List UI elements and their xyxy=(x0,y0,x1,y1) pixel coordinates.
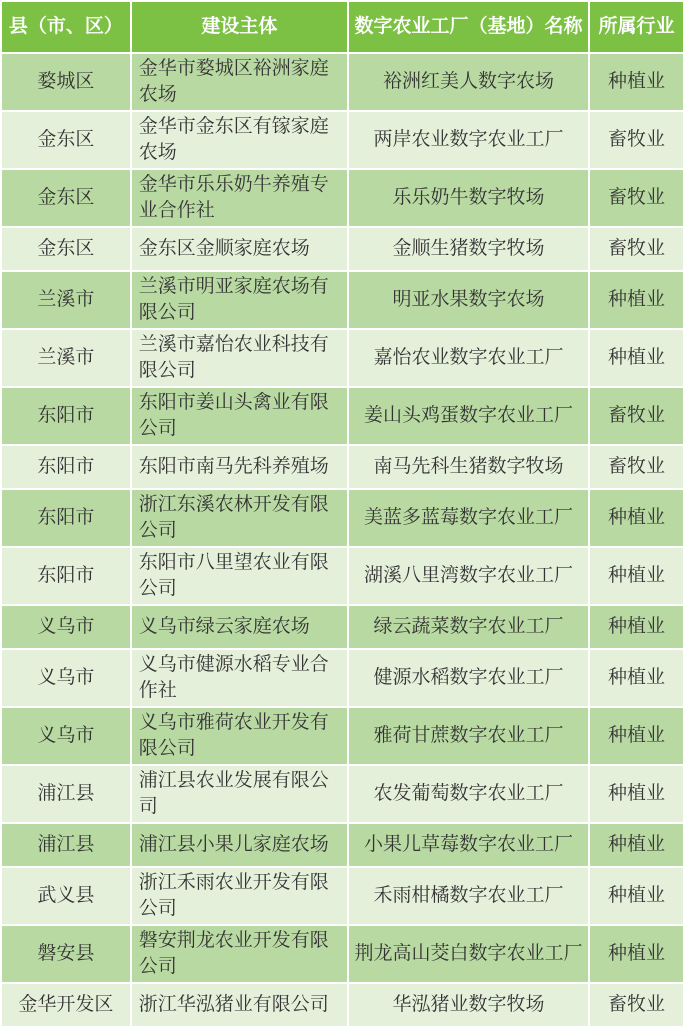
cell-builder: 义乌市绿云家庭农场 xyxy=(131,605,348,649)
cell-district: 金东区 xyxy=(1,169,131,227)
cell-builder: 金华市婺城区裕洲家庭农场 xyxy=(131,53,348,111)
table-row xyxy=(1,983,684,1027)
table-row xyxy=(1,227,684,271)
cell-industry: 种植业 xyxy=(589,707,684,765)
cell-factory: 湖溪八里湾数字农业工厂 xyxy=(348,547,589,605)
cell-district: 磐安县 xyxy=(1,925,131,983)
cell-builder: 东阳市八里望农业有限公司 xyxy=(131,547,348,605)
cell-builder: 东阳市南马先科养殖场 xyxy=(131,445,348,489)
cell-industry: 种植业 xyxy=(589,547,684,605)
cell-factory: 明亚水果数字农场 xyxy=(348,271,589,329)
cell-factory: 嘉怡农业数字农业工厂 xyxy=(348,329,589,387)
cell-industry: 种植业 xyxy=(589,271,684,329)
table-row xyxy=(1,547,684,605)
cell-district: 武义县 xyxy=(1,867,131,925)
cell-builder: 义乌市健源水稻专业合作社 xyxy=(131,649,348,707)
cell-factory: 姜山头鸡蛋数字农业工厂 xyxy=(348,387,589,445)
column-header-factory: 数字农业工厂（基地）名称 xyxy=(348,1,589,53)
cell-district: 兰溪市 xyxy=(1,271,131,329)
cell-factory: 美蓝多蓝莓数字农业工厂 xyxy=(348,489,589,547)
cell-district: 浦江县 xyxy=(1,765,131,823)
cell-builder: 义乌市雅荷农业开发有限公司 xyxy=(131,707,348,765)
table-row xyxy=(1,53,684,111)
table-row xyxy=(1,169,684,227)
cell-builder: 浦江县小果儿家庭农场 xyxy=(131,823,348,867)
cell-builder: 浙江禾雨农业开发有限公司 xyxy=(131,867,348,925)
cell-industry: 种植业 xyxy=(589,649,684,707)
cell-industry: 种植业 xyxy=(589,823,684,867)
cell-builder: 浙江东溪农林开发有限公司 xyxy=(131,489,348,547)
cell-factory: 裕洲红美人数字农场 xyxy=(348,53,589,111)
cell-factory: 南马先科生猪数字牧场 xyxy=(348,445,589,489)
cell-district: 金华开发区 xyxy=(1,983,131,1027)
cell-industry: 种植业 xyxy=(589,765,684,823)
cell-builder: 磐安荆龙农业开发有限公司 xyxy=(131,925,348,983)
cell-industry: 畜牧业 xyxy=(589,387,684,445)
table-row xyxy=(1,823,684,867)
cell-factory: 雅荷甘蔗数字农业工厂 xyxy=(348,707,589,765)
cell-factory: 农发葡萄数字农业工厂 xyxy=(348,765,589,823)
cell-district: 浦江县 xyxy=(1,823,131,867)
cell-factory: 乐乐奶牛数字牧场 xyxy=(348,169,589,227)
cell-district: 金东区 xyxy=(1,111,131,169)
table-row xyxy=(1,707,684,765)
cell-district: 婺城区 xyxy=(1,53,131,111)
cell-builder: 浙江华泓猪业有限公司 xyxy=(131,983,348,1027)
table-row xyxy=(1,111,684,169)
cell-builder: 兰溪市嘉怡农业科技有限公司 xyxy=(131,329,348,387)
column-header-builder: 建设主体 xyxy=(131,1,348,53)
cell-factory: 绿云蔬菜数字农业工厂 xyxy=(348,605,589,649)
table-row xyxy=(1,329,684,387)
cell-builder: 兰溪市明亚家庭农场有限公司 xyxy=(131,271,348,329)
cell-industry: 畜牧业 xyxy=(589,983,684,1027)
cell-builder: 浦江县农业发展有限公司 xyxy=(131,765,348,823)
table-row xyxy=(1,271,684,329)
cell-factory: 华泓猪业数字牧场 xyxy=(348,983,589,1027)
cell-industry: 种植业 xyxy=(589,329,684,387)
cell-builder: 东阳市姜山头禽业有限公司 xyxy=(131,387,348,445)
table-row xyxy=(1,489,684,547)
table-row xyxy=(1,649,684,707)
cell-industry: 种植业 xyxy=(589,925,684,983)
cell-district: 义乌市 xyxy=(1,649,131,707)
column-header-district: 县（市、区） xyxy=(1,1,131,53)
cell-district: 义乌市 xyxy=(1,707,131,765)
cell-builder: 金华市乐乐奶牛养殖专业合作社 xyxy=(131,169,348,227)
table-row xyxy=(1,765,684,823)
table-header xyxy=(1,1,684,53)
table-row xyxy=(1,387,684,445)
cell-industry: 种植业 xyxy=(589,489,684,547)
cell-builder: 金华市金东区有镓家庭农场 xyxy=(131,111,348,169)
table-row xyxy=(1,445,684,489)
table-body xyxy=(1,53,684,1027)
cell-factory: 禾雨柑橘数字农业工厂 xyxy=(348,867,589,925)
cell-factory: 荆龙高山茭白数字农业工厂 xyxy=(348,925,589,983)
cell-district: 兰溪市 xyxy=(1,329,131,387)
cell-industry: 种植业 xyxy=(589,867,684,925)
column-header-industry: 所属行业 xyxy=(589,1,684,53)
cell-district: 东阳市 xyxy=(1,445,131,489)
cell-industry: 种植业 xyxy=(589,605,684,649)
cell-industry: 畜牧业 xyxy=(589,111,684,169)
cell-builder: 金东区金顺家庭农场 xyxy=(131,227,348,271)
cell-district: 东阳市 xyxy=(1,387,131,445)
cell-industry: 畜牧业 xyxy=(589,227,684,271)
cell-industry: 畜牧业 xyxy=(589,445,684,489)
header-row xyxy=(1,1,684,53)
table-row xyxy=(1,867,684,925)
cell-factory: 金顺生猪数字牧场 xyxy=(348,227,589,271)
cell-industry: 种植业 xyxy=(589,53,684,111)
cell-industry: 畜牧业 xyxy=(589,169,684,227)
cell-factory: 健源水稻数字农业工厂 xyxy=(348,649,589,707)
cell-factory: 小果儿草莓数字农业工厂 xyxy=(348,823,589,867)
cell-factory: 两岸农业数字农业工厂 xyxy=(348,111,589,169)
table-row xyxy=(1,925,684,983)
cell-district: 东阳市 xyxy=(1,547,131,605)
cell-district: 金东区 xyxy=(1,227,131,271)
cell-district: 东阳市 xyxy=(1,489,131,547)
table-row xyxy=(1,605,684,649)
cell-district: 义乌市 xyxy=(1,605,131,649)
